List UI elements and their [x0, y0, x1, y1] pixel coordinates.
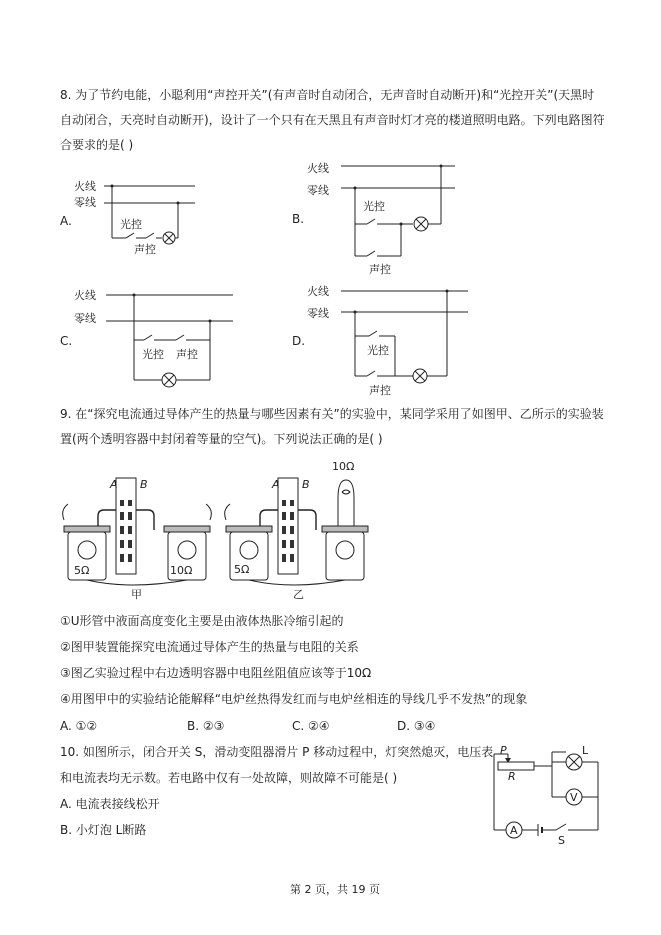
q8-circuit-a: [70, 176, 210, 266]
tube-label-a: A: [272, 478, 280, 491]
q9-option-a: A. ①②: [60, 719, 98, 733]
q8-circuit-d: [305, 281, 485, 401]
resistor-top-label: 10Ω: [332, 460, 355, 473]
resistor-left-label: 5Ω: [74, 564, 90, 577]
live-wire-label: 火线: [74, 289, 96, 302]
q9-figure-yi: [222, 458, 372, 601]
tube-label-b: B: [140, 478, 148, 491]
q8-option-a-label: A.: [60, 214, 72, 228]
q9-statement-4: ④用图甲中的实验结论能解释“电炉丝热得发红而与电炉丝相连的导线几乎不发热”的现象: [60, 692, 528, 706]
tube-label-b: B: [302, 478, 310, 491]
switch-label: S: [558, 834, 565, 847]
voltmeter-label: V: [570, 791, 578, 804]
q8-line2: 自动闭合，天亮时自动断开)，设计了一个只有在天黑且有声音时灯才亮的楼道照明电路。下列电路图符: [60, 113, 605, 127]
sound-switch-label: 声控: [176, 348, 198, 361]
neutral-wire-label: 零线: [307, 184, 329, 197]
ammeter-label: A: [510, 824, 518, 837]
page-footer: 第 2 页，共 19 页: [290, 883, 380, 896]
q9-option-d: D. ③④: [397, 719, 436, 733]
live-wire-label: 火线: [74, 180, 96, 193]
resistor-label-r: R: [508, 770, 516, 783]
q10-option-a: A. 电流表接线松开: [60, 797, 160, 811]
caption-jia: 甲: [131, 588, 142, 601]
q8-option-d-label: D.: [292, 334, 306, 348]
q9-statement-3: ③图乙实验过程中右边透明容器中电阻丝阻值应该等于10Ω: [60, 666, 372, 680]
lamp-label: L: [582, 744, 589, 757]
slider-label-p: P: [500, 744, 507, 757]
neutral-wire-label: 零线: [307, 307, 329, 320]
q9-figure-jia: [60, 470, 210, 605]
live-wire-label: 火线: [307, 285, 329, 298]
light-switch-label: 光控: [120, 218, 142, 231]
sound-switch-label: 声控: [369, 263, 391, 276]
q8-option-c-label: C.: [60, 334, 73, 348]
neutral-wire-label: 零线: [74, 312, 96, 325]
light-switch-label: 光控: [142, 348, 164, 361]
sound-switch-label: 声控: [134, 243, 156, 256]
resistor-left-label: 5Ω: [234, 563, 250, 576]
light-switch-label: 光控: [367, 344, 389, 357]
q8-circuit-c: [70, 285, 240, 390]
neutral-wire-label: 零线: [74, 196, 96, 209]
q9-statement-1: ①U形管中液面高度变化主要是由液体热胀冷缩引起的: [60, 614, 344, 628]
q10-circuit: [486, 742, 606, 847]
q8-line3: 合要求的是( ): [60, 138, 134, 152]
sound-switch-label: 声控: [369, 384, 391, 397]
live-wire-label: 火线: [307, 162, 329, 175]
tube-label-a: A: [110, 478, 118, 491]
q8-line1: 8. 为了节约电能，小聪利用“声控开关”(有声音时自动闭合，无声音时自动断开)和“光控开关”(天黑时: [60, 88, 595, 102]
q8-option-b-label: B.: [292, 212, 305, 226]
caption-yi: 乙: [293, 588, 304, 601]
q10-line2: 和电流表均无示数。若电路中仅有一处故障，则故障不可能是( ): [60, 771, 398, 785]
q10-line1: 10. 如图所示，闭合开关 S，滑动变阻器滑片 P 移动过程中，灯突然熄灭，电压表: [60, 745, 494, 759]
q9-line1: 9. 在“探究电流通过导体产生的热量与哪些因素有关”的实验中，某同学采用了如图甲、乙所示的实验装: [60, 407, 604, 421]
q9-option-b: B. ②③: [187, 719, 225, 733]
q9-statement-2: ②图甲装置能探究电流通过导体产生的热量与电阻的关系: [60, 640, 359, 654]
q10-option-b: B. 小灯泡 L断路: [60, 823, 147, 837]
light-switch-label: 光控: [363, 200, 385, 213]
resistor-right-label: 10Ω: [170, 564, 193, 577]
q9-line2: 置(两个透明容器中封闭着等量的空气)。下列说法正确的是( ): [60, 432, 383, 446]
q9-option-c: C. ②④: [292, 719, 330, 733]
q8-circuit-b: [305, 158, 475, 278]
